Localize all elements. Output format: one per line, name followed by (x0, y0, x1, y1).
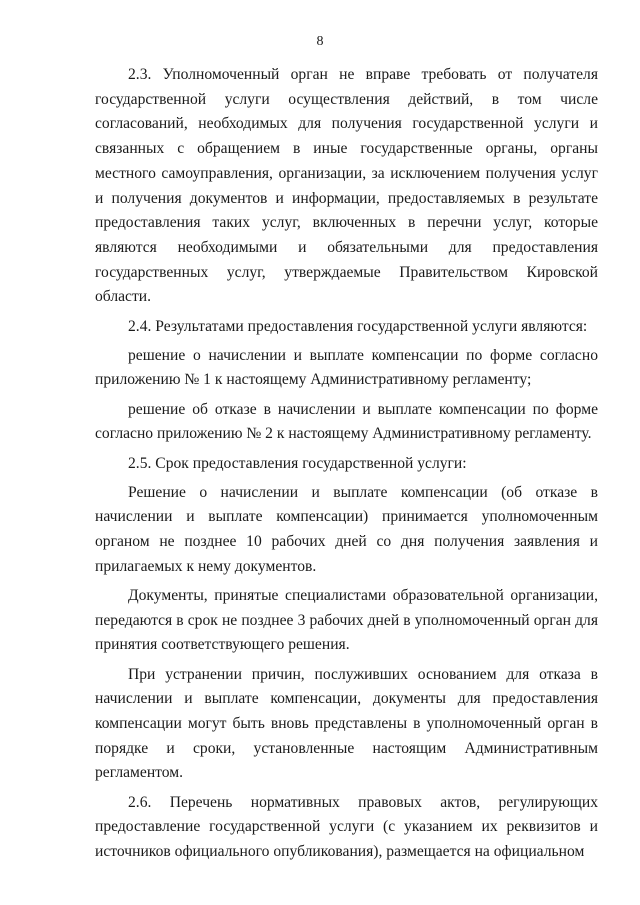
document-body (95, 63, 598, 869)
paragraph-result-approval: решение о начислении и выплате компенсации по форме согласно приложению № 1 к настоящему Административному регламенту; (95, 346, 598, 389)
paragraph-2-5: 2.5. Срок предоставления государственной услуги: (128, 454, 467, 472)
paragraph-result-refusal: решение об отказе в начислении и выплате компенсации по форме согласно приложению № 2 к настоящему Административному регламенту. (95, 400, 598, 443)
paragraph-2-3: 2.3. Уполномоченный орган не вправе требовать от получателя государственной услуги осуществления действий, в том числе согласований, необходимых для получения государственной услуги и связанных с обращением в иные государственные органы, органы местного самоуправления, организации, за исключением получения услуг и получения документов и информации, предоставляемых в результате предоставления таких услуг, включенных в перечни услуг, которые являются необходимыми и обязательными для предоставления государственных услуг, утверждаемые Правительством Кировской области. (95, 66, 598, 306)
paragraph-2-6: 2.6. Перечень нормативных правовых актов, регулирующих предоставление государственной услуги (с указанием их реквизитов и источников официального опубликования), размещается на официальном (95, 793, 598, 861)
paragraph-documents-transfer: Документы, принятые специалистами образовательной организации, передаются в срок не позднее 3 рабочих дней в уполномоченный орган для принятия соответствующего решения. (95, 587, 598, 654)
paragraph-resubmission: При устранении причин, послуживших основанием для отказа в начислении и выплате компенсации, документы для предоставления компенсации могут быть вновь представлены в уполномоченный орган в порядке и сроки, установленные настоящим Административным регламентом. (95, 665, 598, 782)
paragraph-decision-term: Решение о начислении и выплате компенсации (об отказе в начислении и выплате компенсации) принимается уполномоченным органом не позднее 10 рабочих дней со дня получения заявления и прилагаемых к нему документов. (95, 483, 598, 575)
page-number: 8 (316, 34, 324, 49)
paragraph-2-4: 2.4. Результатами предоставления государственной услуги являются: (128, 317, 588, 335)
